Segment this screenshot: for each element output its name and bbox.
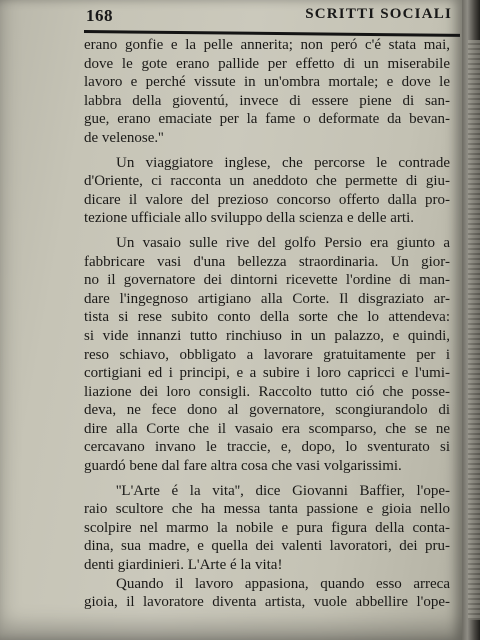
text-line: liazione dei loro consigli. Raccolto tutto ció che posse- — [84, 383, 450, 400]
text-line: si vide innanzi tutto rinchiuso in un palazzo, e quindi, — [84, 327, 450, 344]
paragraph — [84, 575, 450, 612]
paragraph — [84, 154, 450, 228]
text-line: guardó bene dal fare altra cosa che vasi volgarissimi. — [84, 458, 402, 475]
text-line: labbra della gioventú, invece di essere piene di san- — [84, 92, 450, 109]
text-line: Un viaggiatore inglese, che percorse le contrade — [116, 154, 450, 171]
text-line: cortigiani ed i principi, e a subire i loro capricci e l'umi- — [84, 365, 450, 382]
text-line: lavoro e perché vissute in un'ombra mortale; e dove le — [84, 74, 450, 91]
paragraph — [84, 482, 450, 575]
text-line: denti giardinieri. L'Arte é la vita! — [84, 557, 283, 574]
paragraph — [84, 234, 450, 476]
text-line: fabbricare vasi d'una bellezza straordinaria. Un gior- — [84, 253, 450, 270]
text-line: de velenose.'' — [84, 129, 164, 146]
text-line: scolpire nel marmo la nobile e pura figura della conta- — [84, 519, 450, 536]
body-text — [84, 36, 450, 612]
text-line: deva, ne fece dono al governatore, scongiurandolo di — [84, 402, 450, 419]
running-head: SCRITTI SOCIALI — [305, 6, 452, 22]
text-line: dina, sua madre, e quella dei valenti lavoratori, dei pru- — [84, 538, 450, 555]
text-line: reso schiavo, obbligato a lavorare gratuitamente per i — [84, 346, 450, 363]
text-line: tista si rese subito conto della sorte che lo attendeva: — [84, 309, 450, 326]
paragraph — [84, 36, 450, 148]
text-line: dire alla Corte che il vasaio era scomparso, che se ne — [84, 420, 450, 437]
text-line: dove le gote erano pallide per effetto di un miserabile — [84, 55, 450, 72]
text-line: no il governatore dei dintorni ricevette l'ordine di man- — [84, 272, 450, 289]
text-line: cercavano invano le traccie, e, dopo, lo sventurato si — [84, 439, 450, 456]
text-line: Quando il lavoro appasiona, quando esso arreca — [116, 575, 450, 592]
text-line: dare l'ingegnoso artigiano alla Corte. Il disgraziato ar- — [84, 290, 450, 307]
text-line: gioia, il lavoratore diventa artista, vuole abbellire l'ope- — [84, 594, 450, 611]
page-edges — [468, 40, 480, 620]
text-line: erano gonfie e la pelle annerita; non peró c'é stata mai, — [84, 37, 450, 53]
page-number: 168 — [86, 6, 113, 25]
text-line: dicare il valore del prezioso concorso offerto dalla pro- — [84, 191, 450, 208]
text-line: ''L'Arte é la vita'', dice Giovanni Baffier, l'ope- — [116, 482, 450, 499]
text-line: tezione ufficiale allo sviluppo della scienza e delle arti. — [84, 210, 414, 227]
running-header — [86, 6, 458, 30]
text-line: d'Oriente, ci racconta un aneddoto che permette di giu- — [84, 173, 450, 190]
text-line: Un vasaio sulle rive del golfo Persio era giunto a — [116, 234, 450, 251]
text-line: gue, erano emaciate per la fame o deformate da bevan- — [84, 111, 450, 128]
text-line: raio scultore che ha messa tanta passione e gioia nello — [84, 501, 450, 518]
